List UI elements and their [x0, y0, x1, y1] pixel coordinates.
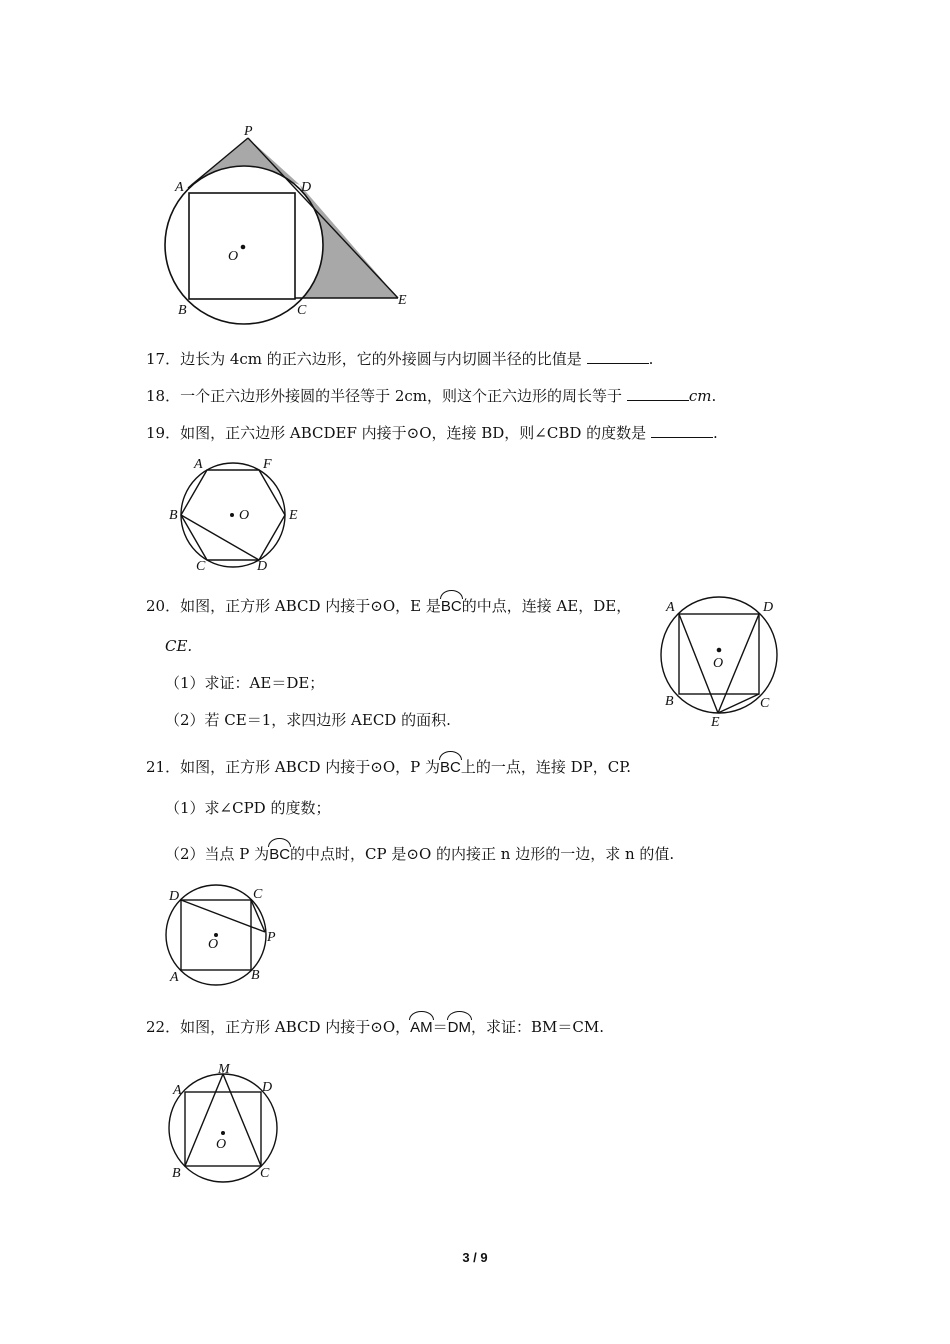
label-c: C	[253, 887, 263, 902]
label-c: C	[260, 1166, 270, 1181]
label-d: D	[301, 180, 312, 195]
label-b: B	[251, 968, 260, 983]
label-o: O	[208, 937, 219, 952]
q18-text: 一个正六边形外接圆的半径等于 2cm，则这个正六边形的周长等于	[180, 387, 623, 405]
question-21	[146, 756, 631, 778]
square-abcd	[679, 614, 759, 694]
q18-end: .	[711, 387, 717, 405]
label-d: D	[169, 889, 180, 904]
q22-arc-dm: DM	[448, 1016, 471, 1038]
label-p: P	[267, 930, 276, 945]
q22-number: 22．	[146, 1018, 181, 1036]
question-19	[146, 423, 718, 443]
question-18	[146, 386, 716, 406]
label-a: A	[666, 600, 675, 615]
label-e: E	[398, 293, 407, 308]
q17-number: 17．	[146, 350, 181, 368]
figure-22-square-m	[165, 1060, 285, 1185]
q20-text-b: 的中点，连接 AE，DE，	[461, 597, 632, 615]
label-o: O	[216, 1137, 227, 1152]
q21-sub2-text-a: （2）当点 P 为	[165, 845, 270, 863]
q20-number: 20．	[146, 597, 181, 615]
q21-sub2-arc-bc: BC	[269, 843, 290, 865]
label-e: E	[289, 508, 298, 523]
label-d: D	[257, 559, 268, 574]
q22-eq: ＝	[432, 1018, 448, 1036]
q19-end: .	[712, 424, 718, 442]
label-d: D	[763, 600, 774, 615]
label-c: C	[297, 303, 307, 318]
q18-number: 18．	[146, 387, 181, 405]
q21-arc-bc: BC	[440, 756, 461, 778]
q22-arc-am: AM	[410, 1016, 433, 1038]
label-b: B	[169, 508, 178, 523]
label-c: C	[196, 559, 206, 574]
question-17	[146, 349, 653, 369]
label-f: F	[263, 457, 272, 472]
label-o: O	[239, 508, 250, 523]
q19-text: 如图，正六边形 ABCDEF 内接于⊙O，连接 BD，则∠CBD 的度数是	[180, 424, 647, 442]
q17-end: .	[648, 350, 654, 368]
label-c: C	[760, 696, 770, 711]
q17-text: 边长为 4cm 的正六边形，它的外接圆与内切圆半径的比值是	[180, 350, 582, 368]
q20-arc-bc: BC	[441, 595, 462, 617]
label-o: O	[713, 656, 724, 671]
label-b: B	[665, 694, 674, 709]
q20-sub-2: （2）若 CE＝1，求四边形 AECD 的面积.	[165, 711, 451, 729]
figure-19-hexagon	[165, 455, 305, 575]
segment-cm	[223, 1074, 261, 1166]
label-e: E	[711, 715, 720, 730]
q21-sub-2	[165, 843, 674, 865]
label-a: A	[173, 1083, 182, 1098]
q20-text-a: 如图，正方形 ABCD 内接于⊙O，E 是	[180, 597, 441, 615]
center-dot	[221, 1131, 225, 1135]
label-o: O	[228, 249, 239, 264]
center-dot	[230, 513, 234, 517]
figure-21-square-p	[160, 882, 285, 987]
segment-de	[718, 614, 759, 713]
segment-bm	[185, 1074, 223, 1166]
q19-number: 19．	[146, 424, 181, 442]
q21-text-a: 如图，正方形 ABCD 内接于⊙O，P 为	[180, 758, 440, 776]
square-abcd	[185, 1092, 261, 1166]
q20-sub-1: （1）求证：AE＝DE；	[165, 674, 325, 692]
question-22	[146, 1016, 604, 1038]
label-a: A	[170, 970, 179, 985]
center-dot	[717, 648, 722, 653]
q22-text-b: ，求证：BM＝CM.	[470, 1018, 604, 1036]
question-20	[146, 595, 631, 617]
label-a: A	[175, 180, 184, 195]
q21-sub-1: （1）求∠CPD 的度数；	[165, 799, 331, 817]
label-a: A	[194, 457, 203, 472]
q18-unit: cm	[688, 387, 712, 405]
label-d: D	[262, 1080, 273, 1095]
label-m: M	[218, 1062, 230, 1077]
q18-answer-blank[interactable]	[627, 386, 689, 401]
q21-text-b: 上的一点，连接 DP，CP.	[460, 758, 632, 776]
q21-sub2-text-b: 的中点时，CP 是⊙O 的内接正 n 边形的一边，求 n 的值.	[290, 845, 675, 863]
center-dot	[241, 245, 246, 250]
q19-answer-blank[interactable]	[651, 423, 713, 438]
page-number: 3 / 9	[462, 1250, 488, 1265]
label-b: B	[178, 303, 187, 318]
q21-number: 21．	[146, 758, 181, 776]
q22-text-a: 如图，正方形 ABCD 内接于⊙O，	[180, 1018, 411, 1036]
figure-16-circle-square-tangent	[150, 118, 430, 330]
q17-answer-blank[interactable]	[587, 349, 649, 364]
figure-20-square-e	[655, 595, 790, 730]
label-p: P	[244, 124, 253, 139]
q20-line-2: CE.	[165, 637, 193, 655]
label-b: B	[172, 1166, 181, 1181]
